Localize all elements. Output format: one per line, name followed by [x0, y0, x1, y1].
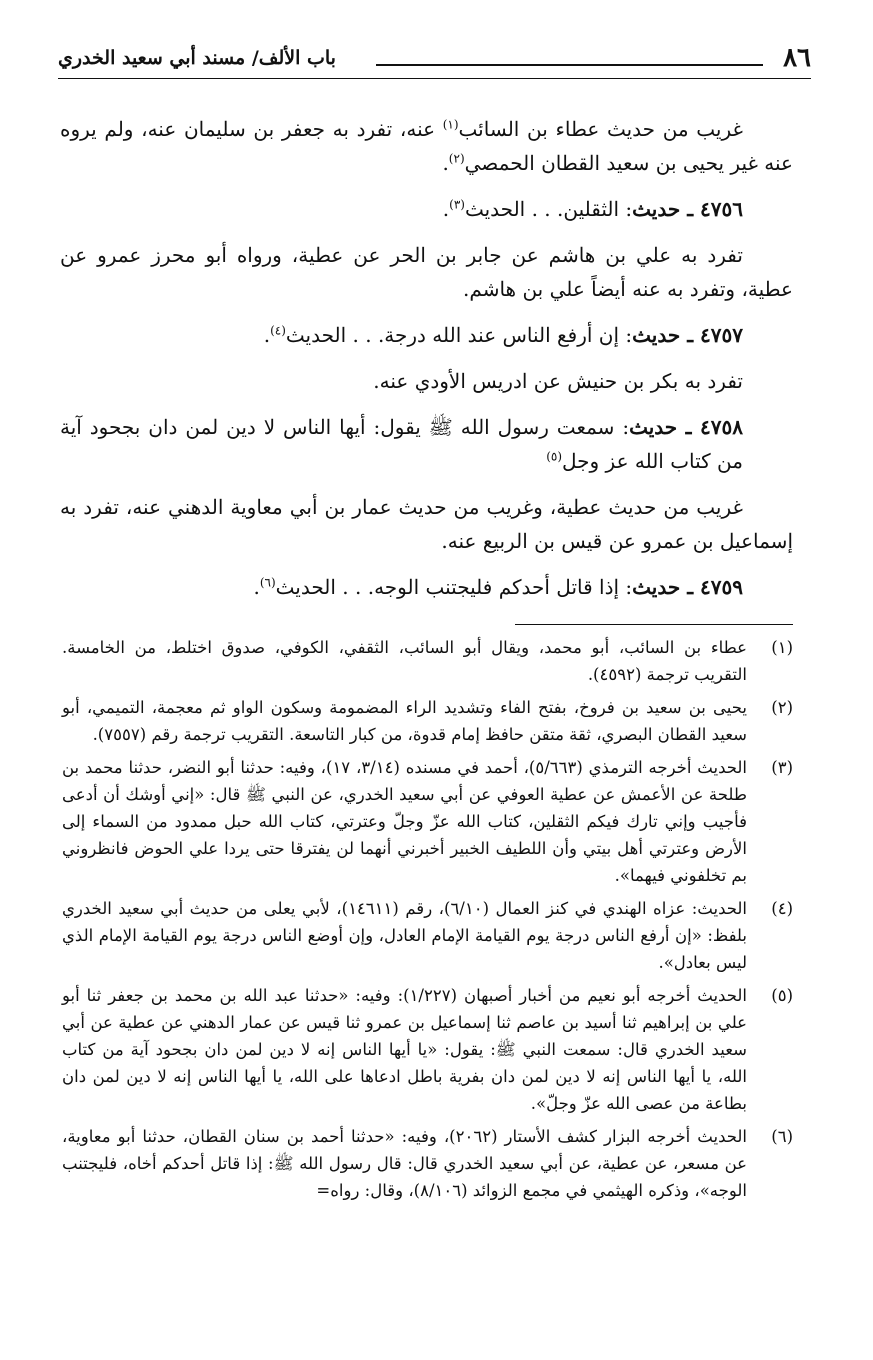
- footnote-number: (٢): [771, 698, 793, 717]
- footnote-3: [62, 754, 793, 889]
- hadith-end: .: [263, 323, 271, 347]
- hadith-4756: [60, 192, 793, 226]
- footnote-separator: [515, 624, 793, 625]
- hadith-number: ٤٧٥٦: [700, 197, 743, 221]
- footnote-5: [62, 982, 793, 1117]
- footnote-ref-5[interactable]: (٥): [546, 449, 563, 464]
- hadith-keyword: حديث: [629, 415, 678, 439]
- footnotes: [62, 634, 793, 1210]
- footnote-4: [62, 895, 793, 976]
- paragraph-1-text-a: غريب من حديث عطاء بن السائب: [458, 117, 743, 141]
- hadith-keyword: حديث: [632, 323, 681, 347]
- main-text: [60, 112, 793, 616]
- footnote-ref-3[interactable]: (٣): [449, 197, 465, 212]
- header-title: باب الألف/ مسند أبي سعيد الخدري: [58, 47, 336, 69]
- footnote-6: [62, 1123, 793, 1204]
- hadith-text: : الثقلين. . . الحديث: [464, 197, 633, 221]
- hadith-4759: [60, 570, 793, 604]
- paragraph-3: تفرد به بكر بن حنيش عن ادريس الأودي عنه.: [373, 369, 743, 393]
- hadith-text: : إذا قاتل أحدكم فليجتنب الوجه. . . الحديث: [275, 575, 633, 599]
- footnote-1: [62, 634, 793, 688]
- footnote-ref-6[interactable]: (٦): [259, 575, 276, 590]
- hadith-number: ٤٧٥٨: [700, 415, 743, 439]
- footnote-number: (١): [771, 638, 793, 657]
- header-underline: [58, 78, 811, 79]
- hadith-end: .: [253, 575, 260, 599]
- footnote-number: (٣): [771, 758, 793, 777]
- header-rule: [376, 64, 763, 66]
- hadith-dash: ـ: [680, 323, 701, 347]
- hadith-number: ٤٧٥٩: [700, 575, 743, 599]
- footnote-number: (٥): [771, 986, 793, 1005]
- footnote-text: الحديث أخرجه الترمذي (٥/٦٦٣)، أحمد في مسنده (٣/١٤، ١٧)، وفيه: حدثنا أبو النضر، حدثنا محمد بن طلحة عن الأعمش عن عطية العوفي عن أبي سعيد الخدري، عن النبي ﷺ قال: «إني أوشك أن أدعى فأجيب وإني تارك فيكم الثقلين، كتاب الله عزّ وجلّ وعترتي، كتاب الله حبل ممدود من السماء إلى الأرض وعترتي أهل بيتي وأن اللطيف الخبير أخبرني أنهما لن يفترقا حتى يردا علي الحوض فانظروني بم تخلفوني فيهما».: [62, 758, 747, 885]
- hadith-end: .: [442, 197, 450, 221]
- footnote-text: يحيى بن سعيد بن فروخ، بفتح الفاء وتشديد الراء المضمومة وسكون الواو ثم معجمة، التميمي، أبو سعيد القطان البصري، ثقة متقن حافظ إمام قدوة، من كبار التاسعة. التقريب ترجمة رقم (٧٥٥٧).: [62, 698, 747, 744]
- hadith-keyword: حديث: [632, 575, 681, 599]
- hadith-text: : إن أرفع الناس عند الله درجة. . . الحديث: [285, 323, 633, 347]
- paragraph-1: [60, 112, 793, 180]
- footnote-2: [62, 694, 793, 748]
- hadith-text: : سمعت رسول الله ﷺ يقول: أيها الناس لا دين لمن دان بجحود آية من كتاب الله عز وجل: [60, 415, 743, 473]
- footnote-text: الحديث أخرجه أبو نعيم من أخبار أصبهان (١/٢٢٧): وفيه: «حدثنا عبد الله بن محمد بن جعفر ثنا أبو علي بن إبراهيم ثنا أسيد بن عاصم ثنا إسماعيل بن عمرو ثنا قيس عن عمار الدهني عن عطية عن أبي سعيد الخدري قال: سمعت النبي ﷺ: يقول: «يا أيها الناس إنه لا دين لمن دان بجحود آية من كتاب الله، يا أيها الناس إنه لا دين لمن دان بفرية باطل ادعاها على الله، يا أيها الناس إنه لا دين لمن دان بطاعة من عصى الله عزّ وجلّ».: [62, 986, 747, 1113]
- paragraph-1-text-c: .: [442, 151, 449, 175]
- footnote-text: الحديث: عزاه الهندي في كنز العمال (٦/١٠)، رقم (١٤٦١١)، لأبي يعلى من حديث أبي سعيد الخدري بلفظ: «إن أرفع الناس درجة يوم القيامة الإمام العادل، وإن أوضع الناس درجة يوم القيامة الإمام الذي ليس بعادل».: [62, 899, 748, 972]
- footnote-ref-4[interactable]: (٤): [270, 323, 286, 338]
- hadith-dash: ـ: [677, 415, 701, 439]
- footnote-number: (٤): [771, 899, 793, 918]
- hadith-number: ٤٧٥٧: [700, 323, 743, 347]
- hadith-4758: [60, 410, 793, 478]
- footnote-number: (٦): [771, 1127, 793, 1146]
- footnote-ref-1[interactable]: (١): [442, 117, 459, 132]
- hadith-dash: ـ: [680, 575, 701, 599]
- paragraph-4: غريب من حديث عطية، وغريب من حديث عمار بن أبي معاوية الدهني عنه، تفرد به إسماعيل بن عمرو عن قيس بن الربيع عنه.: [60, 495, 793, 553]
- paragraph-1-text-b: عنه، تفرد به جعفر بن سليمان عنه، ولم يروه عنه غير يحيى بن سعيد القطان الحمصي: [60, 117, 793, 175]
- hadith-keyword: حديث: [632, 197, 681, 221]
- footnote-ref-2[interactable]: (٢): [448, 151, 465, 166]
- footnote-text: الحديث أخرجه البزار كشف الأستار (٢٠٦٢)، وفيه: «حدثنا أحمد بن سنان القطان، حدثنا أبو معاوية، عن مسعر، عن عطية، عن أبي سعيد الخدري قال: قال رسول الله ﷺ: إذا قاتل أحدكم أخاه، فليجتنب الوجه»، وذكره الهيثمي في مجمع الزوائد (٨/١٠٦)، وقال: رواه=: [62, 1127, 747, 1200]
- running-header: [58, 40, 811, 76]
- hadith-4757: [60, 318, 793, 352]
- footnote-text: عطاء بن السائب، أبو محمد، ويقال أبو السائب، الثقفي، الكوفي، صدوق اختلط، من الخامسة. التقريب ترجمة (٤٥٩٢).: [62, 638, 747, 684]
- paragraph-2: تفرد به علي بن هاشم عن جابر بن الحر عن عطية، ورواه أبو محرز عمرو عن عطية، وتفرد به عنه أيضاً علي بن هاشم.: [60, 243, 793, 301]
- hadith-dash: ـ: [680, 197, 701, 221]
- page-number: ٨٦: [783, 43, 811, 73]
